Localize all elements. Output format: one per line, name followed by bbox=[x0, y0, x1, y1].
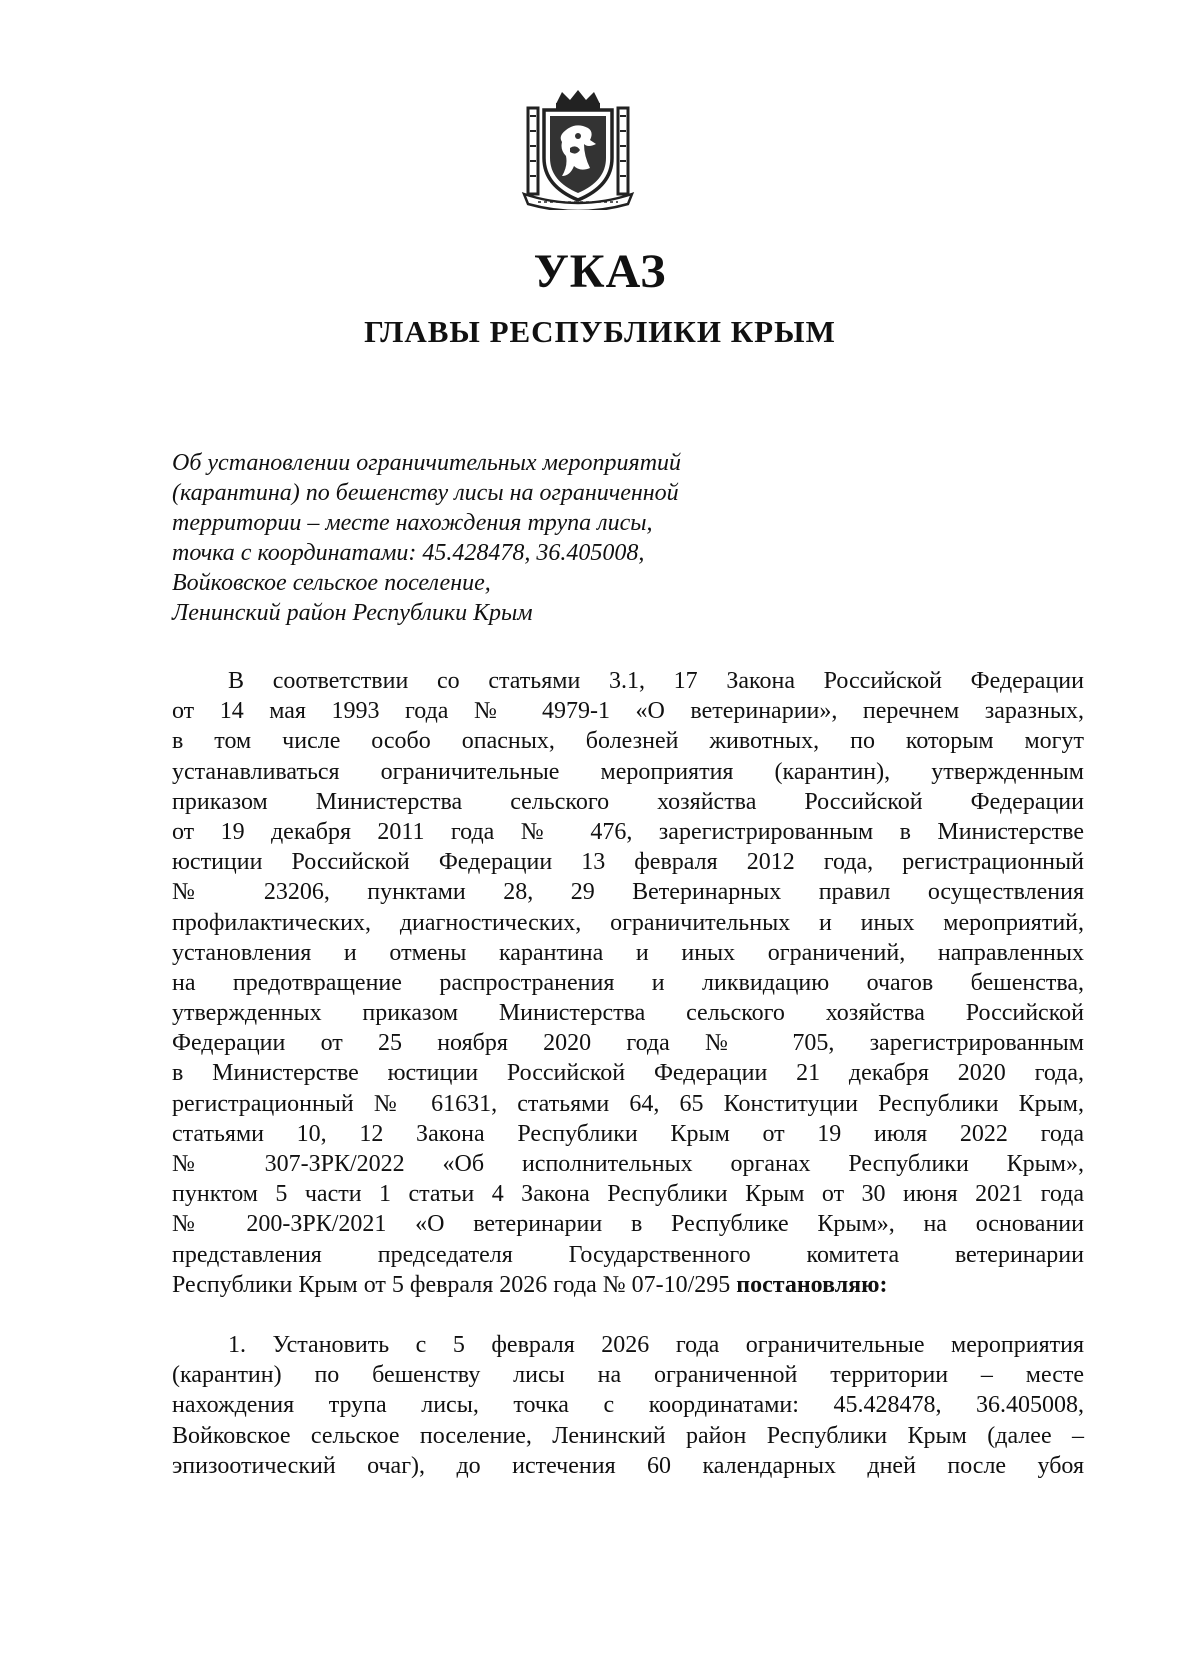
coat-of-arms-emblem bbox=[518, 86, 638, 210]
preamble-last-text: Республики Крым от 5 февраля 2026 года № 07-10/295 bbox=[172, 1271, 731, 1298]
preamble-line: Федерации от 25 ноября 2020 года № 705, зарегистрированным bbox=[172, 1030, 1084, 1057]
preamble-line: регистрационный № 61631, статьями 64, 65 Конституции Республики Крым, bbox=[172, 1090, 1084, 1117]
preamble-line: статьями 10, 12 Закона Республики Крым от 19 июля 2022 года bbox=[172, 1120, 1084, 1147]
preamble-line: приказом Министерства сельского хозяйства Российской Федерации bbox=[172, 788, 1084, 815]
preamble-line: утвержденных приказом Министерства сельского хозяйства Российской bbox=[172, 1000, 1084, 1027]
preamble-line: пунктом 5 части 1 статьи 4 Закона Республики Крым от 30 июня 2021 года bbox=[172, 1181, 1084, 1208]
preamble-line: юстиции Российской Федерации 13 февраля 2012 года, регистрационный bbox=[172, 849, 1084, 876]
preamble-line: от 19 декабря 2011 года № 476, зарегистрированным в Министерстве bbox=[172, 818, 1084, 845]
resolve-word: постановляю: bbox=[736, 1271, 888, 1298]
preamble-line: профилактических, диагностических, ограничительных и иных мероприятий, bbox=[172, 909, 1084, 936]
subject-line: Войковское сельское поселение, bbox=[172, 570, 491, 596]
preamble-line: на предотвращение распространения и ликвидацию очагов бешенства, bbox=[172, 969, 1084, 996]
item-1-line: нахождения трупа лисы, точка с координатами: 45.428478, 36.405008, bbox=[172, 1392, 1084, 1419]
item-1-line: Войковское сельское поселение, Ленинский район Республики Крым (далее – bbox=[172, 1422, 1084, 1449]
preamble-line: от 14 мая 1993 года № 4979-1 «О ветеринарии», перечнем заразных, bbox=[172, 698, 1084, 725]
decree-body bbox=[172, 666, 1084, 1481]
item-1-line: эпизоотический очаг), до истечения 60 календарных дней после убоя bbox=[172, 1452, 1084, 1479]
document-title: УКАЗ bbox=[533, 245, 667, 298]
subject-line: Ленинский район Республики Крым bbox=[172, 600, 533, 626]
preamble-line: № 307-ЗРК/2022 «Об исполнительных органах Республики Крым», bbox=[172, 1151, 1084, 1177]
preamble-line: в том числе особо опасных, болезней животных, по которым могут bbox=[172, 728, 1084, 755]
document-subtitle: ГЛАВЫ РЕСПУБЛИКИ КРЫМ bbox=[364, 314, 836, 349]
preamble-line: установления и отмены карантина и иных ограничений, направленных bbox=[172, 939, 1084, 966]
preamble-line: № 200-ЗРК/2021 «О ветеринарии в Республике Крым», на основании bbox=[172, 1211, 1084, 1238]
preamble-paragraph bbox=[172, 666, 1084, 1300]
preamble-line: № 23206, пунктами 28, 29 Ветеринарных правил осуществления bbox=[172, 879, 1084, 906]
preamble-line: в Министерстве юстиции Российской Федерации 21 декабря 2020 года, bbox=[172, 1060, 1084, 1087]
preamble-line: устанавливаться ограничительные мероприятия (карантин), утвержденным bbox=[172, 758, 1084, 785]
item-1-paragraph bbox=[172, 1330, 1084, 1481]
preamble-line: В соответствии со статьями 3.1, 17 Закона Российской Федерации bbox=[228, 668, 1084, 694]
item-1-line: (карантин) по бешенству лисы на ограниченной территории – месте bbox=[172, 1362, 1084, 1389]
decree-subject bbox=[172, 448, 792, 628]
item-1-line: 1. Установить с 5 февраля 2026 года ограничительные мероприятия bbox=[228, 1331, 1084, 1358]
subject-line: точка с координатами: 45.428478, 36.405008, bbox=[172, 540, 645, 566]
preamble-line: представления председателя Государственного комитета ветеринарии bbox=[172, 1241, 1084, 1268]
subject-line: территории – месте нахождения трупа лисы, bbox=[172, 510, 653, 536]
subject-line: Об установлении ограничительных мероприятий bbox=[172, 450, 682, 476]
preamble-last-line bbox=[172, 1270, 1084, 1300]
subject-line: (карантина) по бешенству лисы на ограниченной bbox=[172, 480, 679, 506]
